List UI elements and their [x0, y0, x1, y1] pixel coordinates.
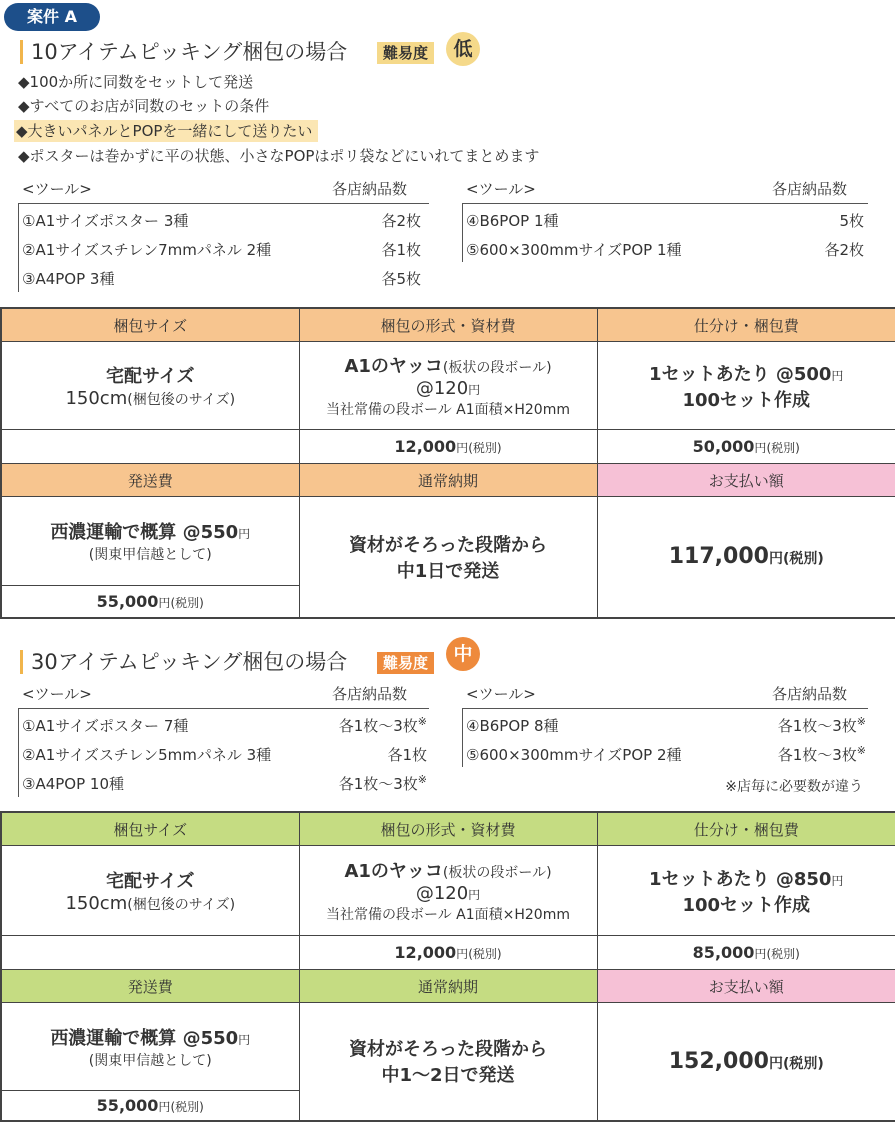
section1-bullet: ◆100か所に同数をセットして発送: [18, 73, 254, 91]
header-sort-fee: 仕分け・梱包費: [597, 308, 895, 342]
header-pack-form: 梱包の形式・資材費: [299, 308, 597, 342]
tools-list-left: [18, 203, 429, 292]
lead-time-cell: 資材がそろった段階から 中1〜2日で発送: [299, 1003, 597, 1121]
tools-list-right: [462, 203, 868, 262]
case-tag: 案件 A: [4, 3, 100, 31]
tool-qty: 各1枚〜3枚※: [338, 773, 427, 793]
section2-cost-table: [0, 811, 895, 1122]
tools-list-left: [18, 708, 429, 797]
section2-difficulty-label: 難易度: [377, 652, 434, 674]
header-payment: お支払い額: [597, 464, 895, 497]
lead-time-cell: 資材がそろった段階から 中1日で発送: [299, 497, 597, 618]
sort-cost: 85,000円(税別): [597, 936, 895, 970]
tool-qty: 各2枚: [381, 212, 421, 230]
tool-qty: 各5枚: [381, 270, 421, 288]
tools-list-right: [462, 708, 868, 767]
header-payment: お支払い額: [597, 970, 895, 1003]
tool-name: ⑤600×300mmサイズPOP 1種: [466, 241, 682, 259]
header-sort-fee: 仕分け・梱包費: [597, 812, 895, 846]
tools-header: <ツール>: [22, 685, 92, 703]
header-shipping: 発送費: [1, 970, 299, 1003]
tool-qty: 各1枚: [381, 241, 421, 259]
empty-cell: [1, 936, 299, 970]
tool-qty: 各1枚〜3枚※: [338, 715, 427, 735]
pack-form-cell: A1のヤッコ(板状の段ボール) @120円 当社常備の段ボール A1面積×H20mm: [299, 342, 597, 430]
tool-name: ④B6POP 1種: [466, 212, 559, 230]
shipping-cost: 55,000円(税別): [1, 1091, 299, 1121]
tool-name: ①A1サイズポスター 3種: [22, 212, 189, 230]
qty-header: 各店納品数: [772, 180, 848, 198]
section1-difficulty-label: 難易度: [377, 42, 434, 64]
section1-bullet: ◆ポスターは巻かずに平の状態、小さなPOPはポリ袋などにいれてまとめます: [18, 147, 540, 165]
tool-name: ④B6POP 8種: [466, 717, 559, 735]
shipping-cell: 西濃運輸で概算 @550円 (関東甲信越として): [1, 1003, 299, 1091]
tools-header: <ツール>: [22, 180, 92, 198]
tool-qty: 各1枚〜3枚※: [777, 715, 866, 735]
tool-name: ③A4POP 3種: [22, 270, 115, 288]
pack-size-cell: 宅配サイズ 150cm(梱包後のサイズ): [1, 342, 299, 430]
payment-total: 117,000円(税別): [597, 497, 895, 618]
header-shipping: 発送費: [1, 464, 299, 497]
shipping-cost: 55,000円(税別): [1, 586, 299, 618]
shipping-cell: 西濃運輸で概算 @550円 (関東甲信越として): [1, 497, 299, 586]
header-pack-form: 梱包の形式・資材費: [299, 812, 597, 846]
tool-qty: 各1枚: [387, 746, 427, 764]
section1-heading: 10アイテムピッキング梱包の場合: [20, 40, 347, 64]
section1-highlight-bullet: ◆大きいパネルとPOPを一緒にして送りたい: [14, 120, 318, 142]
tool-qty: 各1枚〜3枚※: [777, 744, 866, 764]
tools-header: <ツール>: [466, 180, 536, 198]
material-cost: 12,000円(税別): [299, 430, 597, 464]
tools-header: <ツール>: [466, 685, 536, 703]
payment-total: 152,000円(税別): [597, 1003, 895, 1121]
tool-qty: 5枚: [839, 212, 864, 230]
material-cost: 12,000円(税別): [299, 936, 597, 970]
tool-name: ⑤600×300mmサイズPOP 2種: [466, 746, 682, 764]
tool-name: ①A1サイズポスター 7種: [22, 717, 189, 735]
section1-bullet: ◆すべてのお店が同数のセットの条件: [18, 97, 270, 115]
header-pack-size: 梱包サイズ: [1, 812, 299, 846]
tool-qty: 各2枚: [824, 241, 864, 259]
pack-form-cell: A1のヤッコ(板状の段ボール) @120円 当社常備の段ボール A1面積×H20mm: [299, 846, 597, 936]
tool-name: ③A4POP 10種: [22, 775, 125, 793]
qty-header: 各店納品数: [332, 685, 408, 703]
sort-cost: 50,000円(税別): [597, 430, 895, 464]
qty-header: 各店納品数: [332, 180, 408, 198]
footnote: ※店毎に必要数が違う: [725, 779, 863, 795]
tool-name: ②A1サイズスチレン5mmパネル 3種: [22, 746, 272, 764]
sort-fee-cell: 1セットあたり @850円 100セット作成: [597, 846, 895, 936]
header-lead-time: 通常納期: [299, 464, 597, 497]
header-lead-time: 通常納期: [299, 970, 597, 1003]
empty-cell: [1, 430, 299, 464]
header-pack-size: 梱包サイズ: [1, 308, 299, 342]
qty-header: 各店納品数: [772, 685, 848, 703]
pack-size-cell: 宅配サイズ 150cm(梱包後のサイズ): [1, 846, 299, 936]
section1-difficulty-badge: 低: [446, 32, 480, 66]
section2-heading: 30アイテムピッキング梱包の場合: [20, 650, 347, 674]
sort-fee-cell: 1セットあたり @500円 100セット作成: [597, 342, 895, 430]
section2-difficulty-badge: 中: [446, 637, 480, 671]
tool-name: ②A1サイズスチレン7mmパネル 2種: [22, 241, 272, 259]
section1-cost-table: [0, 307, 895, 619]
